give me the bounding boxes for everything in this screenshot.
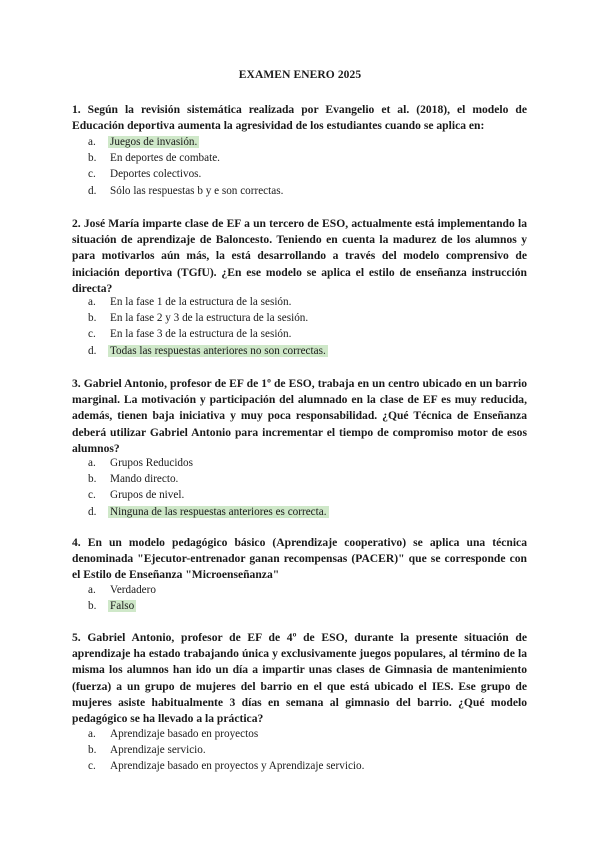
question-2-options <box>88 294 328 359</box>
option-q5-b[interactable]: b. Aprendizaje servicio. <box>88 744 206 757</box>
option-q4-a[interactable]: a. Verdadero <box>88 584 156 596</box>
option-q5-c[interactable]: c. Aprendizaje basado en proyectos y Aprendizaje servicio. <box>88 760 365 773</box>
question-1-options <box>88 134 285 199</box>
option-q2-b[interactable]: b. En la fase 2 y 3 de la estructura de la sesión. <box>88 312 309 325</box>
option-q1-d[interactable]: d. Sólo las respuestas b y e son correctas. <box>88 184 284 197</box>
question-5-text: 5. Gabriel Antonio, profesor de EF de 4º de ESO, durante la presente situación de aprendizaje ha estado trabajando única y exclusivamente juegos populares, al término de la misma los alumnos han ido un día a impartir unas clases de Gimnasia de mantenimiento (fuerza) a un grupo de mujeres del barrio en el que está ubicado el IES. Ese grupo de mujeres asiste habitualmente 3 días en semana al gimnasio del barrio. ¿Qué modelo pedagógico se ha llevado a la práctica? <box>72 631 527 726</box>
option-q2-a[interactable]: a. En la fase 1 de la estructura de la sesión. <box>88 296 292 308</box>
question-5-options <box>88 726 366 775</box>
option-q5-a[interactable]: a. Aprendizaje basado en proyectos <box>88 728 259 740</box>
option-q2-d[interactable]: d. Todas las respuestas anteriores no son correctas. <box>88 344 326 357</box>
question-4-options <box>88 582 158 614</box>
question-3-options <box>88 455 329 520</box>
option-q2-c[interactable]: c. En la fase 3 de la estructura de la sesión. <box>88 328 292 341</box>
exam-title: EXAMEN ENERO 2025 <box>238 69 362 81</box>
question-4-text: 4. En un modelo pedagógico básico (Aprendizaje cooperativo) se aplica una técnica denominada "Ejecutor-entrenador ganan recompensas (PACER)" que se corresponde con el Estilo de Enseñanza "Microenseñanza" <box>72 536 527 582</box>
question-3-text: 3. Gabriel Antonio, profesor de EF de 1º de ESO, trabaja en un centro ubicado en un barrio marginal. La motivación y participación del alumnado en la clase de EF es muy reducida, además, tienen baja iniciativa y muy poca responsabilidad. ¿Qué Técnica de Enseñanza deberá utilizar Gabriel Antonio para incrementar el tiempo de compromiso motor de esos alumnos? <box>72 377 527 455</box>
option-q3-b[interactable]: b. Mando directo. <box>88 473 179 486</box>
option-q1-a[interactable]: a. Juegos de invasión. <box>88 136 198 148</box>
option-q3-a[interactable]: a. Grupos Reducidos <box>88 457 193 469</box>
question-1-text: 1. Según la revisión sistemática realizada por Evangelio et al. (2018), el modelo de Educación deportiva aumenta la agresividad de los estudiantes cuando se aplica en: <box>72 103 527 133</box>
option-q3-d[interactable]: d. Ninguna de las respuestas anteriores es correcta. <box>88 505 327 518</box>
question-2-text: 2. José María imparte clase de EF a un tercero de ESO, actualmente está implementando la situación de aprendizaje de Baloncesto. Teniendo en cuenta la madurez de los alumnos y para motivarlos aún más, la está desarrollando a través del modelo comprensivo de iniciación deportiva (TGfU). ¿En ese modelo se aplica el estilo de enseñanza instrucción directa? <box>72 217 527 295</box>
option-q1-b[interactable]: b. En deportes de combate. <box>88 152 220 165</box>
option-q3-c[interactable]: c. Grupos de nivel. <box>88 489 185 502</box>
option-q4-b[interactable]: b. Falso <box>88 600 135 613</box>
option-q1-c[interactable]: c. Deportes colectivos. <box>88 168 202 181</box>
